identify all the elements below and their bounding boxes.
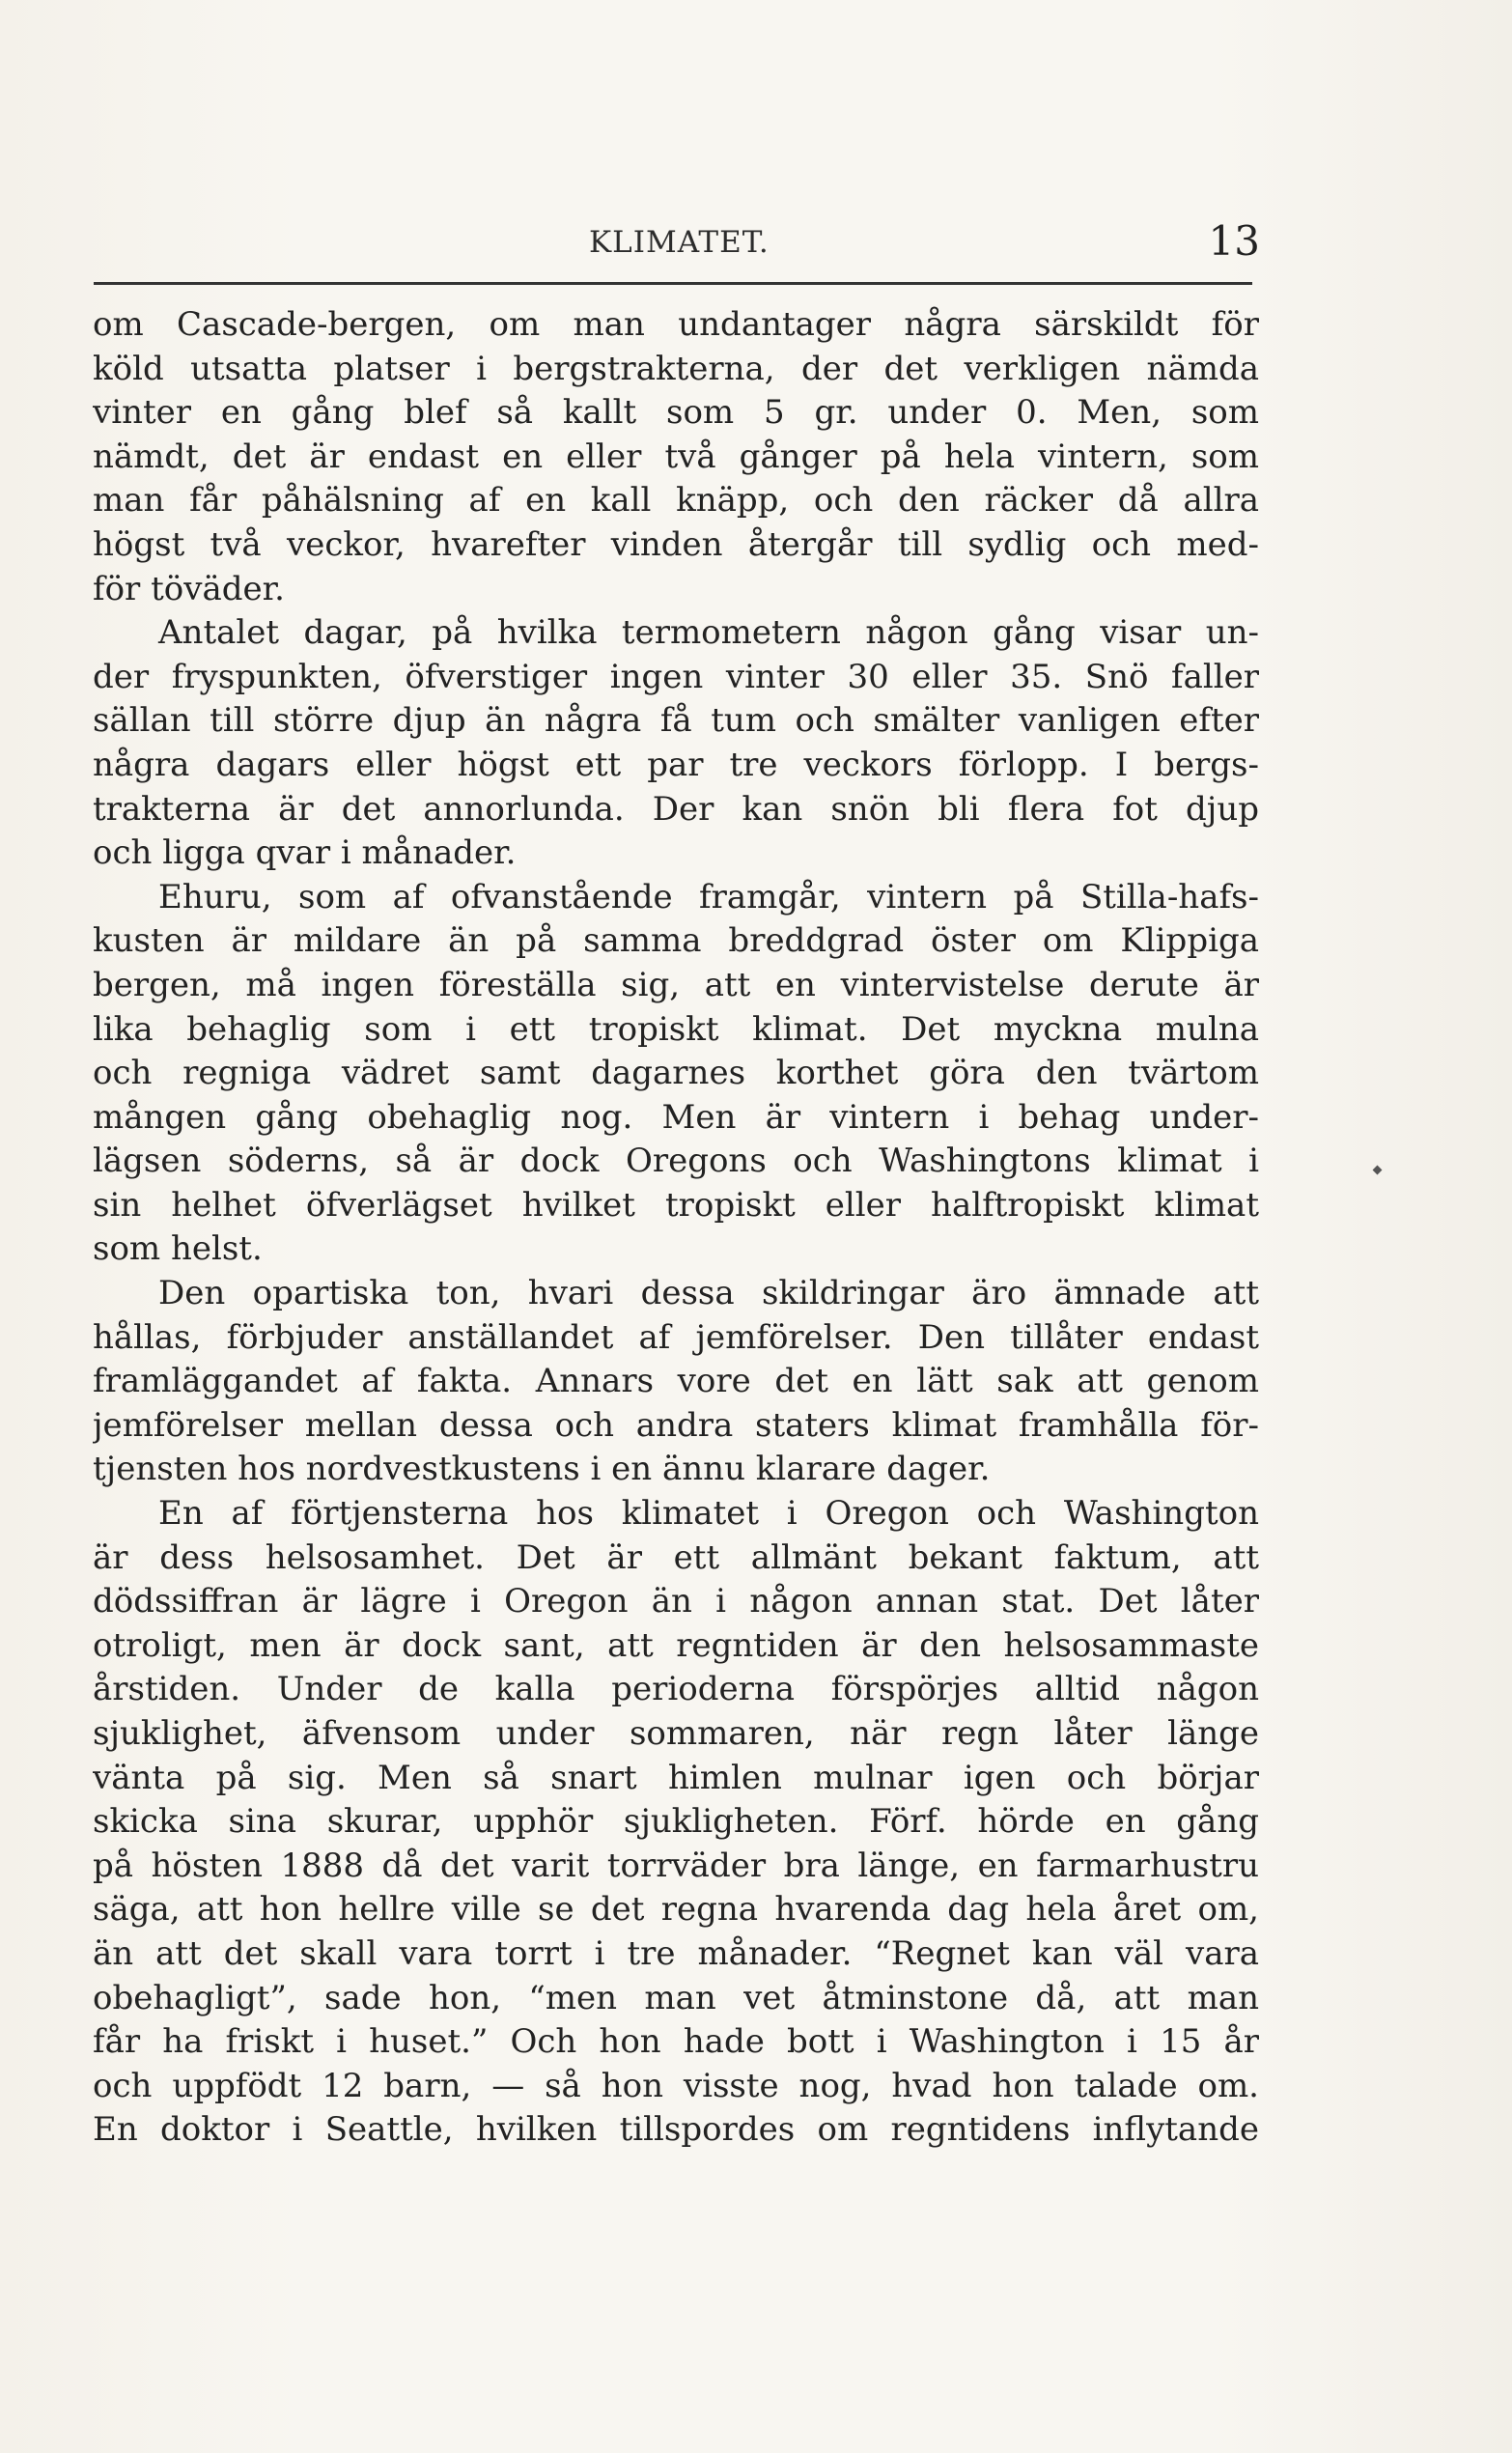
text-line-21: sin helhet öfverlägset hvilket tropiskt eller halftropiskt klimat [93, 1185, 1259, 1225]
text-line-20: lägsen söderns, så är dock Oregons och Washingtons klimat i [93, 1142, 1259, 1181]
text-line-17: lika behaglig som i ett tropiskt klimat. Det myckna mulna [93, 1009, 1259, 1049]
text-line-5: man får påhälsning af en kall knäpp, och den räcker då allra [93, 481, 1259, 521]
text-line-19: mången gång obehaglig nog. Men är vintern i behag under- [93, 1097, 1259, 1137]
paragraph-3-first-line: Ehuru, som af ofvanstående framgår, vintern på Stilla-hafs- [158, 877, 1259, 916]
text-line-4: nämdt, det är endast en eller två gånger på hela vintern, som [93, 437, 1259, 476]
paragraph-2-first-line: Antalet dagar, på hvilka termometern någon gång visar un- [158, 613, 1259, 653]
text-line-26: jemförelser mellan dessa och andra staters klimat framhålla för- [93, 1405, 1259, 1445]
paragraph-5-first-line: En af förtjensterna hos klimatet i Oregon och Washington [158, 1494, 1259, 1534]
text-line-37: säga, att hon hellre ville se det regna hvarenda dag hela året om, [93, 1890, 1259, 1930]
text-line-10: sällan till större djup än några få tum och smälter vanligen efter [93, 701, 1259, 741]
text-line-39: obehagligt”, sade hon, “men man vet åtminstone då, att man [93, 1978, 1259, 2017]
running-head [92, 217, 1260, 271]
text-line-15: kusten är mildare än på samma breddgrad öster om Klippiga [93, 921, 1259, 961]
paragraph-4-first-line: Den opartiska ton, hvari dessa skildringar äro ämnade att [158, 1274, 1259, 1313]
text-line-18: och regniga vädret samt dagarnes korthet göra den tvärtom [93, 1054, 1259, 1093]
text-line-13: och ligga qvar i månader. [93, 833, 517, 873]
text-line-41: och uppfödt 12 barn, — så hon visste nog, hvad hon talade om. [93, 2066, 1259, 2105]
text-line-16: bergen, må ingen föreställa sig, att en vintervistelse derute är [93, 965, 1259, 1004]
text-line-2: köld utsatta platser i bergstrakterna, der det verkligen nämda [93, 349, 1259, 388]
text-line-24: hållas, förbjuder anställandet af jemförelser. Den tillåter endast [93, 1317, 1259, 1357]
text-line-6: högst två veckor, hvarefter vinden återgår till sydlig och med- [93, 524, 1259, 564]
text-line-42: En doktor i Seattle, hvilken tillspordes om regntidens inflytande [93, 2110, 1259, 2150]
text-line-9: der fryspunkten, öfverstiger ingen vinter 30 eller 35. Snö faller [93, 657, 1259, 696]
text-line-25: framläggandet af fakta. Annars vore det en lätt sak att genom [93, 1362, 1259, 1401]
text-line-32: årstiden. Under de kalla perioderna förspörjes alltid någon [93, 1670, 1259, 1709]
text-line-34: vänta på sig. Men så snart himlen mulnar igen och börjar [93, 1758, 1259, 1797]
text-line-40: får ha friskt i huset.” Och hon hade bott i Washington i 15 år [93, 2022, 1259, 2062]
header-rule [94, 282, 1252, 285]
text-line-12: trakterna är det annorlunda. Der kan snön bli flera fot djup [93, 789, 1259, 829]
body-text [93, 303, 1259, 2186]
text-line-1: om Cascade-bergen, om man undantager några särskildt för [93, 305, 1259, 344]
text-line-22: som helst. [93, 1229, 263, 1269]
margin-mark [1373, 1166, 1383, 1175]
text-line-29: är dess helsosamhet. Det är ett allmänt bekant faktum, att [93, 1537, 1259, 1577]
page-title: KLIMATET. [589, 225, 770, 260]
text-line-30: dödssiffran är lägre i Oregon än i någon annan stat. Det låter [93, 1582, 1259, 1621]
text-line-7: för töväder. [93, 569, 285, 608]
text-line-31: otroligt, men är dock sant, att regntiden är den helsosammaste [93, 1625, 1259, 1665]
text-line-33: sjuklighet, äfvensom under sommaren, när regn låter länge [93, 1714, 1259, 1753]
text-line-35: skicka sina skurar, upphör sjukligheten. Förf. hörde en gång [93, 1802, 1259, 1842]
text-line-3: vinter en gång blef så kallt som 5 gr. under 0. Men, som [93, 393, 1259, 433]
text-line-27: tjensten hos nordvestkustens i en ännu klarare dager. [93, 1450, 991, 1489]
text-line-36: på hösten 1888 då det varit torrväder bra länge, en farmarhustru [93, 1846, 1259, 1885]
text-line-11: några dagars eller högst ett par tre veckors förlopp. I bergs- [93, 745, 1259, 784]
page-number: 13 [1208, 217, 1260, 265]
text-line-38: än att det skall vara torrt i tre månader. “Regnet kan väl vara [93, 1933, 1259, 1973]
